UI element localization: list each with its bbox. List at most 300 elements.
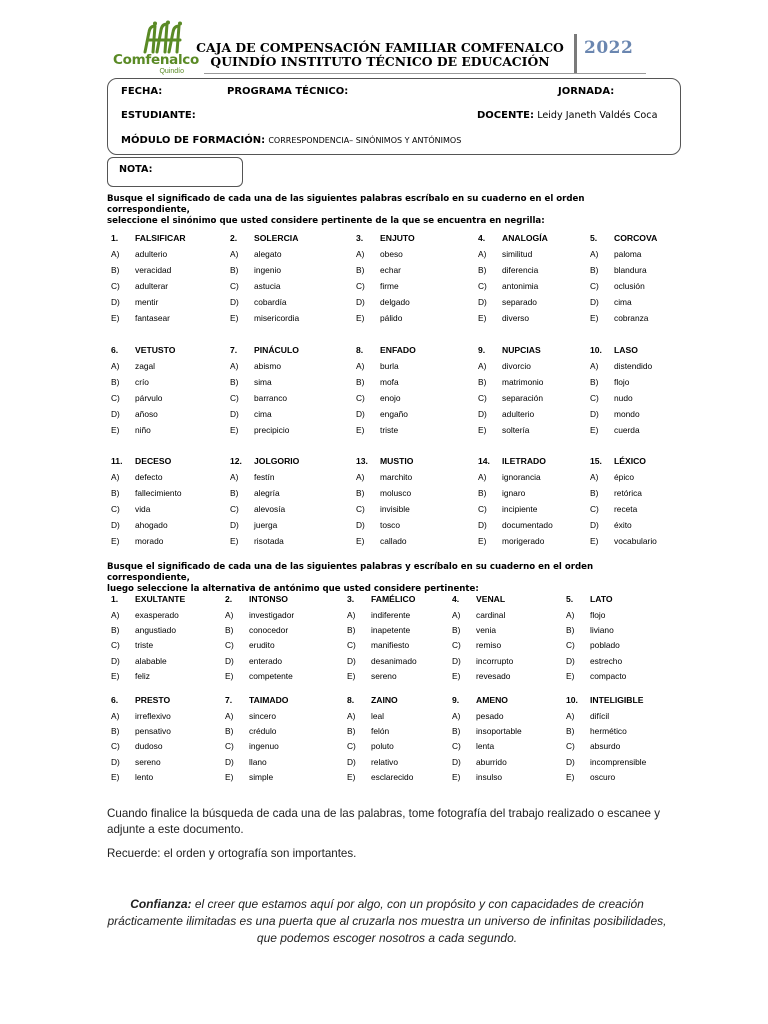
answer-option[interactable] [230,361,281,371]
answer-option[interactable] [111,772,153,782]
option-letter: B) [478,488,487,498]
option-letter: C) [230,504,239,514]
answer-option[interactable] [478,265,538,275]
option-letter: E) [590,536,599,546]
option-text: misericordia [254,313,300,323]
question-number: 9. [452,695,460,705]
option-text: blandura [614,265,647,275]
option-text: exasperado [135,610,179,620]
option-letter: B) [225,625,234,636]
answer-option[interactable] [356,297,410,307]
answer-option[interactable] [356,425,398,435]
answer-option[interactable] [452,610,505,620]
answer-option[interactable] [111,393,162,403]
question-header [478,456,546,466]
answer-option[interactable] [230,377,272,387]
answer-option[interactable] [590,504,637,514]
option-text: fantasear [135,313,170,323]
option-letter: C) [452,741,461,752]
answer-option[interactable] [590,472,634,482]
option-text: insoportable [476,726,522,737]
option-letter: A) [225,711,234,721]
answer-option[interactable] [230,265,281,275]
answer-option[interactable] [111,711,171,721]
answer-option[interactable] [225,757,267,767]
answer-option[interactable] [590,425,640,435]
logo-subtitle: Quindío [159,68,184,75]
answer-option[interactable] [566,640,620,650]
answer-option[interactable] [478,504,537,514]
option-text: insulso [476,771,503,782]
answer-option[interactable] [347,656,417,666]
option-letter: A) [230,249,239,259]
question-word: ANALOGÍA [502,233,548,243]
answer-option[interactable] [230,281,281,291]
question-header [590,233,657,243]
answer-option[interactable] [347,711,384,721]
answer-option[interactable] [566,671,626,681]
answer-option[interactable] [225,772,273,782]
answer-option[interactable] [478,409,534,419]
answer-option[interactable] [225,640,275,650]
question-word: MUSTIO [380,456,414,466]
docente-value: Leidy Janeth Valdés Coca [537,110,658,121]
estudiante-label: ESTUDIANTE: [121,110,196,121]
option-letter: A) [590,249,599,259]
answer-option[interactable] [590,281,645,291]
answer-option[interactable] [590,249,641,259]
answer-option[interactable] [478,377,543,387]
answer-option[interactable] [111,249,167,259]
option-letter: E) [452,670,461,681]
question-number: 5. [590,233,598,243]
option-letter: A) [478,361,487,371]
option-letter: B) [225,726,234,737]
answer-option[interactable] [356,361,399,371]
option-text: similitud [502,249,533,259]
answer-option[interactable] [230,249,281,259]
option-text: incipiente [502,504,538,514]
option-letter: B) [111,488,120,498]
option-letter: E) [230,313,239,323]
option-letter: B) [230,265,239,275]
answer-option[interactable] [356,313,402,323]
option-text: barranco [254,393,288,403]
answer-option[interactable] [478,425,529,435]
answer-option[interactable] [356,281,399,291]
option-text: triste [135,640,154,651]
option-letter: B) [111,726,120,737]
answer-option[interactable] [356,472,412,482]
question-header [452,695,508,705]
option-text: retórica [614,488,642,498]
answer-option[interactable] [225,711,276,721]
option-text: oclusión [614,281,645,291]
answer-option[interactable] [452,757,507,767]
option-letter: C) [590,504,599,514]
answer-option[interactable] [347,741,394,751]
option-text: obeso [380,249,403,259]
option-text: inapetente [371,625,411,636]
answer-option[interactable] [347,610,410,620]
question-header [478,345,541,355]
answer-option[interactable] [111,741,162,751]
people-logo-icon [140,20,186,54]
option-text: poluto [371,741,394,752]
option-text: cuerda [614,425,640,435]
answer-option[interactable] [566,711,609,721]
option-letter: A) [478,472,487,482]
option-letter: C) [356,393,365,403]
answer-option[interactable] [347,671,397,681]
answer-option[interactable] [356,393,401,403]
option-text: felón [371,726,390,737]
question-number: 8. [356,345,364,355]
answer-option[interactable] [111,425,151,435]
option-letter: C) [225,741,234,752]
answer-option[interactable] [225,625,288,635]
answer-option[interactable] [590,377,629,387]
answer-option[interactable] [225,741,279,751]
answer-option[interactable] [111,757,161,767]
option-letter: E) [111,670,120,681]
answer-option[interactable] [230,393,287,403]
answer-option[interactable] [590,488,642,498]
answer-option[interactable] [478,281,538,291]
answer-option[interactable] [230,409,272,419]
option-letter: D) [230,409,239,419]
answer-option[interactable] [111,625,176,635]
modulo-value: CORRESPONDENCIA– SINÓNIMOS Y ANTÓNIMOS [268,136,462,145]
option-text: delgado [380,297,410,307]
option-letter: E) [230,425,239,435]
option-letter: D) [111,756,120,767]
answer-option[interactable] [478,313,529,323]
option-text: cima [614,297,632,307]
option-letter: E) [478,425,487,435]
option-text: venia [476,625,497,636]
answer-option[interactable] [347,757,398,767]
quote-label: Confianza: [130,897,192,911]
option-letter: E) [111,536,120,546]
answer-option[interactable] [225,671,293,681]
option-text: liviano [590,625,614,636]
answer-option[interactable] [478,361,531,371]
answer-option[interactable] [590,393,633,403]
option-text: festín [254,472,275,482]
option-text: compacto [590,670,627,681]
answer-option[interactable] [356,249,403,259]
option-letter: E) [111,771,120,782]
option-letter: C) [347,741,356,752]
docente-label: DOCENTE: [477,110,534,121]
option-text: lento [135,771,154,782]
option-text: vida [135,504,151,514]
answer-option[interactable] [111,313,170,323]
option-text: alegría [254,488,280,498]
answer-option[interactable] [230,313,299,323]
question-number: 5. [566,594,574,604]
option-text: mondo [614,409,640,419]
confianza-quote [107,896,667,947]
answer-option[interactable] [478,488,525,498]
submission-note-line2: adjunte a este documento. [107,822,244,836]
option-letter: E) [111,313,120,323]
answer-option[interactable] [590,520,632,530]
answer-option[interactable] [566,656,622,666]
answer-option[interactable] [478,520,553,530]
answer-option[interactable] [356,377,399,387]
option-text: revesado [476,670,511,681]
answer-option[interactable] [356,504,410,514]
option-text: echar [380,265,401,275]
option-letter: A) [566,610,575,620]
answer-option[interactable] [590,297,632,307]
option-letter: C) [566,741,575,752]
option-letter: D) [590,409,599,419]
answer-option[interactable] [111,297,158,307]
answer-option[interactable] [356,265,401,275]
answer-option[interactable] [590,409,640,419]
option-letter: E) [356,536,365,546]
answer-option[interactable] [230,472,274,482]
option-text: dudoso [135,741,163,752]
option-letter: B) [356,377,365,387]
option-text: invisible [380,504,410,514]
answer-option[interactable] [478,249,532,259]
option-text: indiferente [371,610,411,620]
answer-option[interactable] [478,297,537,307]
option-text: cima [254,409,272,419]
answer-option[interactable] [111,361,155,371]
answer-option[interactable] [566,726,627,736]
modulo-field [121,135,461,146]
question-number: 10. [566,695,578,705]
answer-option[interactable] [111,472,162,482]
option-text: crío [135,377,149,387]
answer-option[interactable] [356,536,407,546]
option-text: separado [502,297,537,307]
option-text: manifiesto [371,640,410,651]
answer-option[interactable] [478,393,543,403]
section2-instructions-line2: luego seleccione la alternativa de antónimo que usted considere pertinente: [107,584,479,594]
answer-option[interactable] [590,536,657,546]
option-letter: D) [356,520,365,530]
answer-option[interactable] [111,265,171,275]
option-text: ahogado [135,520,168,530]
option-text: desanimado [371,655,417,666]
answer-option[interactable] [566,757,646,767]
answer-option[interactable] [230,504,285,514]
option-text: irreflexivo [135,711,171,721]
question-header [230,456,299,466]
question-word: VENAL [476,594,506,604]
option-text: incorrupto [476,655,514,666]
question-number: 15. [590,456,602,466]
question-header [111,695,170,705]
answer-option[interactable] [452,711,503,721]
answer-option[interactable] [111,377,149,387]
option-letter: D) [230,297,239,307]
option-letter: B) [347,625,356,636]
answer-option[interactable] [356,409,408,419]
answer-option[interactable] [111,488,182,498]
option-letter: E) [566,771,575,782]
answer-option[interactable] [347,640,409,650]
answer-option[interactable] [452,772,502,782]
answer-option[interactable] [111,520,168,530]
answer-option[interactable] [347,772,413,782]
option-letter: D) [111,520,120,530]
option-letter: B) [566,726,575,737]
question-header [225,695,288,705]
answer-option[interactable] [452,656,513,666]
option-letter: C) [590,393,599,403]
answer-option[interactable] [111,671,150,681]
answer-option[interactable] [111,409,158,419]
option-letter: E) [590,425,599,435]
option-letter: E) [452,771,461,782]
option-letter: C) [111,393,120,403]
option-letter: D) [452,655,461,666]
option-text: alegato [254,249,282,259]
question-header [478,233,548,243]
answer-option[interactable] [230,536,284,546]
option-letter: E) [356,425,365,435]
question-word: VETUSTO [135,345,176,355]
option-letter: C) [230,281,239,291]
option-text: flojo [614,377,630,387]
option-letter: C) [356,504,365,514]
option-letter: C) [452,640,461,651]
answer-option[interactable] [111,640,153,650]
question-number: 2. [230,233,238,243]
question-number: 7. [230,345,238,355]
option-text: conocedor [249,625,289,636]
option-text: burla [380,361,399,371]
answer-option[interactable] [230,488,280,498]
option-text: enojo [380,393,401,403]
option-text: cobardía [254,297,287,307]
question-header [356,345,416,355]
answer-option[interactable] [566,741,620,751]
answer-option[interactable] [452,625,496,635]
option-letter: C) [478,504,487,514]
option-text: competente [249,670,293,681]
answer-option[interactable] [356,488,411,498]
answer-option[interactable] [590,313,648,323]
answer-option[interactable] [566,772,615,782]
question-word: NUPCIAS [502,345,541,355]
answer-option[interactable] [225,656,282,666]
question-word: INTONSO [249,594,288,604]
option-text: adulterio [135,249,168,259]
option-text: erudito [249,640,275,651]
option-text: añoso [135,409,158,419]
section1-instructions-line2: seleccione el sinónimo que usted considere pertinente de la que se encuentra en negrilla: [107,216,545,226]
option-letter: B) [230,488,239,498]
answer-option[interactable] [225,610,294,620]
answer-option[interactable] [347,625,410,635]
answer-option[interactable] [111,726,171,736]
answer-option[interactable] [566,610,605,620]
answer-option[interactable] [478,472,541,482]
option-text: veracidad [135,265,172,275]
option-letter: C) [111,741,120,752]
question-word: CORCOVA [614,233,658,243]
answer-option[interactable] [452,640,501,650]
question-number: 13. [356,456,368,466]
option-letter: A) [230,361,239,371]
answer-option[interactable] [230,425,289,435]
answer-option[interactable] [230,520,277,530]
question-word: TAIMADO [249,695,289,705]
answer-option[interactable] [230,297,287,307]
option-text: sereno [371,670,397,681]
logo-wordmark: Comfenalco [113,52,199,68]
option-letter: E) [590,313,599,323]
option-text: éxito [614,520,632,530]
question-number: 8. [347,695,355,705]
option-letter: B) [111,377,120,387]
question-header [590,345,638,355]
option-letter: C) [478,393,487,403]
option-text: absurdo [590,741,621,752]
option-text: callado [380,536,407,546]
option-letter: A) [590,472,599,482]
answer-option[interactable] [452,741,494,751]
answer-option[interactable] [356,520,400,530]
answer-option[interactable] [111,504,150,514]
option-text: engaño [380,409,408,419]
question-header [452,594,505,604]
answer-option[interactable] [452,671,510,681]
option-letter: B) [347,726,356,737]
option-letter: B) [356,488,365,498]
answer-option[interactable] [452,726,522,736]
question-header [111,594,185,604]
answer-option[interactable] [566,625,614,635]
question-number: 6. [111,345,119,355]
answer-option[interactable] [590,265,647,275]
answer-option[interactable] [590,361,652,371]
option-letter: D) [590,297,599,307]
modulo-label: MÓDULO DE FORMACIÓN: [121,135,266,146]
answer-option[interactable] [111,536,163,546]
question-number: 3. [347,594,355,604]
option-text: ignorancia [502,472,541,482]
option-text: cardinal [476,610,506,620]
option-letter: E) [478,313,487,323]
question-word: PRESTO [135,695,171,705]
option-text: párvulo [135,393,163,403]
answer-option[interactable] [111,656,167,666]
answer-option[interactable] [111,610,179,620]
question-word: SOLERCIA [254,233,299,243]
answer-option[interactable] [347,726,389,736]
answer-option[interactable] [478,536,544,546]
option-text: cobranza [614,313,649,323]
option-text: ingenuo [249,741,279,752]
answer-option[interactable] [225,726,276,736]
question-word: ENJUTO [380,233,415,243]
option-text: pesado [476,711,504,721]
answer-option[interactable] [111,281,168,291]
question-number: 1. [111,233,119,243]
option-text: diferencia [502,265,539,275]
option-letter: E) [356,313,365,323]
option-text: astucia [254,281,281,291]
